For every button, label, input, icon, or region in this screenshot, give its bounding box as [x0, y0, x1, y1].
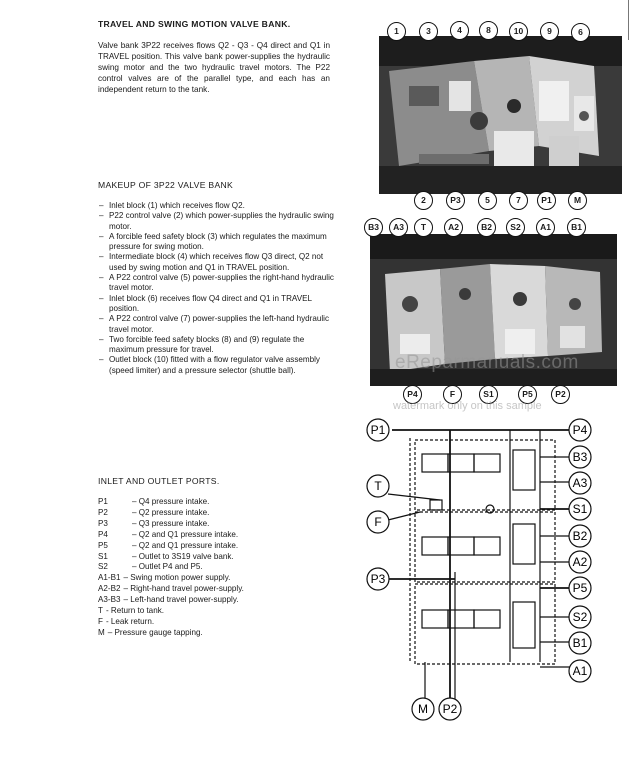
port-circle — [569, 632, 591, 654]
port-code: P2 — [98, 507, 108, 517]
port-row — [98, 508, 348, 519]
port-desc: - Return to tank. — [105, 606, 164, 616]
port-row — [98, 628, 348, 639]
callout-s2: S2 — [506, 218, 525, 237]
ports-section-title: INLET AND OUTLET PORTS. — [98, 476, 220, 486]
port-code: P5 — [98, 540, 108, 550]
port-circle — [569, 419, 591, 441]
port-row — [98, 562, 348, 573]
callout-2: 2 — [414, 191, 433, 210]
port-row — [98, 497, 348, 508]
port-desc: – Right-hand travel power-supply. — [123, 584, 244, 594]
callout-1: 1 — [387, 22, 406, 41]
port-label: P2 — [442, 702, 458, 716]
watermark-note: watermark only on this sample — [393, 400, 542, 412]
callout-a1: A1 — [536, 218, 555, 237]
port-code: A3-B3 — [98, 595, 121, 605]
travel-section-text: Valve bank 3P22 receives flows Q2 - Q3 - Q4 direct and Q1 in TRAVEL position. This valve bank power-supplies the hydraulic swing motor and the two hydraulic travel motors. The P22 control valves are of the parallel type, and each has an independent return to the tank. — [98, 41, 330, 94]
callout-9: 9 — [540, 22, 559, 41]
port-circle — [367, 419, 389, 441]
port-desc: – Left-hand travel power-supply. — [123, 595, 239, 605]
valve-bank-photo-top — [379, 36, 622, 194]
makeup-item: – A P22 control valve (5) power-supplies the right-hand hydraulic travel motor. — [98, 273, 336, 294]
port-code: P3 — [98, 518, 108, 528]
port-circle — [569, 577, 591, 599]
port-row — [98, 606, 348, 617]
port-circle — [367, 511, 389, 533]
port-circle — [569, 525, 591, 547]
callout-s1: S1 — [479, 385, 498, 404]
callout-5: 5 — [478, 191, 497, 210]
makeup-item: – Two forcible feed safety blocks (8) and (9) regulate the maximum pressure for travel. — [98, 335, 336, 356]
port-label: P4 — [572, 423, 588, 437]
port-circle — [569, 498, 591, 520]
port-code: A1-B1 — [98, 573, 121, 583]
port-circle — [569, 660, 591, 682]
port-code: A2-B2 — [98, 584, 121, 594]
port-label: P3 — [370, 572, 386, 586]
page-edge-line — [628, 0, 629, 40]
port-desc: – Outlet P4 and P5. — [132, 562, 203, 572]
port-code: S1 — [98, 551, 108, 561]
port-desc: - Leak return. — [105, 616, 155, 626]
makeup-item: – A forcible feed safety block (3) which regulates the maximum pressure for swing motion. — [98, 232, 336, 253]
port-label: S2 — [572, 610, 588, 624]
port-desc: – Q2 and Q1 pressure intake. — [132, 540, 239, 550]
port-circle — [569, 446, 591, 468]
port-circle — [569, 472, 591, 494]
port-desc: – Outlet to 3S19 valve bank. — [132, 551, 234, 561]
port-label: S1 — [572, 502, 588, 516]
callout-p4: P4 — [403, 385, 422, 404]
callout-b1: B1 — [567, 218, 586, 237]
port-code: P1 — [98, 497, 108, 506]
port-label: A1 — [572, 664, 588, 678]
port-circle — [412, 698, 434, 720]
port-label: P1 — [370, 423, 386, 437]
callout-f: F — [443, 385, 462, 404]
makeup-item: – Intermediate block (4) which receives flow Q3 direct, Q2 not used by swing motion and Q1 in TRAVEL position. — [98, 252, 336, 273]
port-label: P5 — [572, 581, 588, 595]
port-code: F — [98, 616, 103, 626]
callout-8: 8 — [479, 21, 498, 40]
watermark-site: eReparmanuals.com — [395, 352, 579, 373]
port-desc: – Q2 pressure intake. — [132, 507, 210, 517]
makeup-item: – Inlet block (1) which receives flow Q2. — [98, 201, 336, 211]
callout-p2: P2 — [551, 385, 570, 404]
ports-list — [98, 497, 348, 639]
port-code: T — [98, 606, 103, 616]
port-circle — [367, 568, 389, 590]
callout-p3: P3 — [446, 191, 465, 210]
port-desc: – Swing motion power supply. — [123, 573, 231, 583]
port-label: A3 — [572, 476, 588, 490]
travel-section-title: TRAVEL AND SWING MOTION VALVE BANK. — [98, 19, 291, 29]
port-circle — [367, 475, 389, 497]
port-circle — [439, 698, 461, 720]
callout-6: 6 — [571, 23, 590, 42]
callout-p5: P5 — [518, 385, 537, 404]
makeup-item: – Outlet block (10) fitted with a flow regulator valve assembly (speed limiter) and a pressure selector (shuttle ball). — [98, 355, 336, 376]
makeup-item: – Inlet block (6) receives flow Q4 direct and Q1 in TRAVEL position. — [98, 294, 336, 315]
port-row — [98, 519, 348, 530]
port-desc: – Q3 pressure intake. — [132, 518, 210, 528]
port-row — [98, 595, 348, 606]
port-circle — [569, 606, 591, 628]
callout-p1: P1 — [537, 191, 556, 210]
port-desc: – Q4 pressure intake. — [132, 497, 210, 506]
port-code: S2 — [98, 562, 108, 572]
port-label: F — [374, 515, 382, 529]
port-row — [98, 541, 348, 552]
port-label: B2 — [572, 529, 588, 543]
port-circle — [569, 551, 591, 573]
port-row — [98, 530, 348, 541]
callout-7: 7 — [509, 191, 528, 210]
callout-a2: A2 — [444, 218, 463, 237]
callout-m: M — [568, 191, 587, 210]
hydraulic-schematic — [360, 412, 630, 732]
schematic-port-labels — [367, 419, 591, 720]
makeup-section-title: MAKEUP OF 3P22 VALVE BANK — [98, 180, 234, 190]
valve-bank-photo-top-drawing — [379, 36, 622, 194]
port-code: P4 — [98, 529, 108, 539]
port-label: M — [418, 702, 428, 716]
port-row — [98, 573, 348, 584]
port-label: B3 — [572, 450, 588, 464]
port-desc: – Pressure gauge tapping. — [107, 627, 203, 637]
callout-b3: B3 — [364, 218, 383, 237]
port-row — [98, 552, 348, 563]
callout-t: T — [414, 218, 433, 237]
port-desc: – Q2 and Q1 pressure intake. — [132, 529, 239, 539]
port-label: T — [374, 479, 382, 493]
callout-a3: A3 — [389, 218, 408, 237]
callout-10: 10 — [509, 22, 528, 41]
callout-3: 3 — [419, 22, 438, 41]
port-row — [98, 617, 348, 628]
makeup-item: – P22 control valve (2) which power-supplies the hydraulic swing motor. — [98, 211, 336, 232]
port-label: B1 — [572, 636, 588, 650]
makeup-item: – A P22 control valve (7) power-supplies the left-hand hydraulic travel motor. — [98, 314, 336, 335]
port-row — [98, 584, 348, 595]
callout-4: 4 — [450, 21, 469, 40]
port-code: M — [98, 627, 105, 637]
callout-b2: B2 — [477, 218, 496, 237]
makeup-list — [98, 201, 336, 376]
port-label: A2 — [572, 555, 588, 569]
